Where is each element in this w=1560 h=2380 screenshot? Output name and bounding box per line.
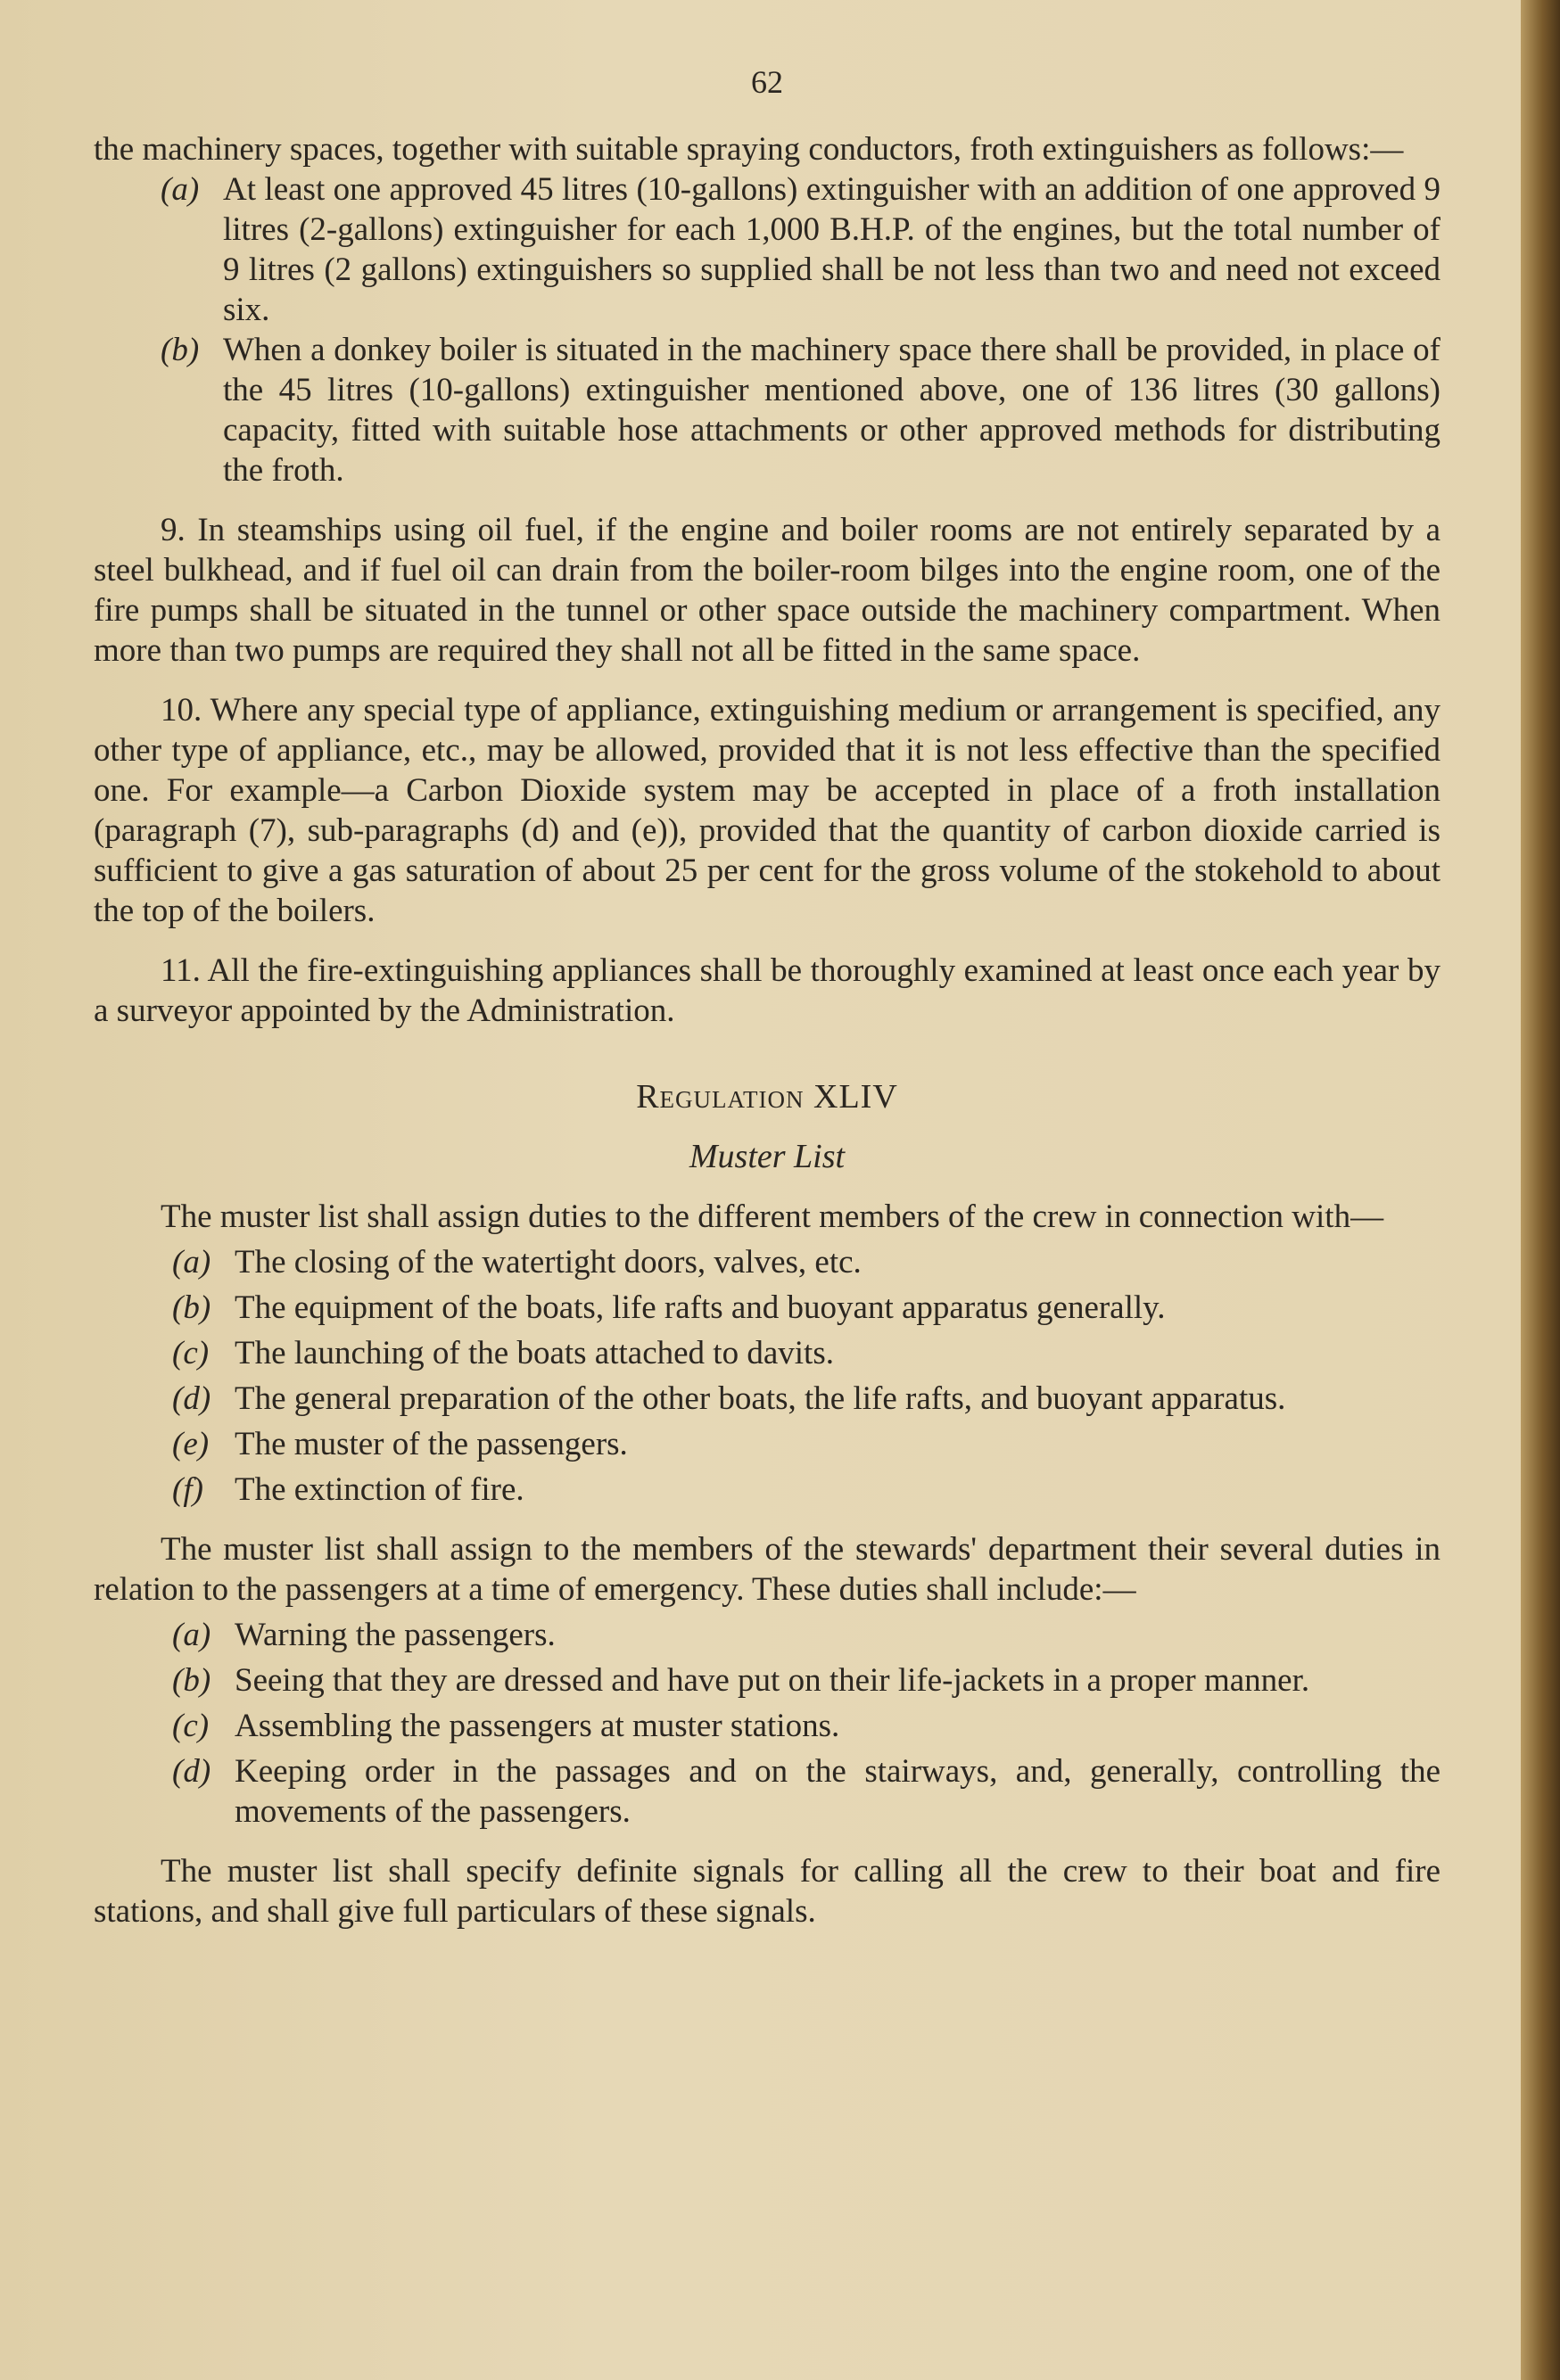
item-text: The extinction of fire. bbox=[235, 1471, 524, 1508]
intro-text: the machinery spaces, together with suitable spraying conductors, froth extinguishers as follows:— bbox=[94, 131, 1404, 168]
muster-duties-list bbox=[94, 1242, 1440, 1510]
paragraph-11: 11. All the fire-extinguishing appliances shall be thoroughly examined at least once each year by a surveyor appointed by the Administration. bbox=[94, 952, 1440, 1029]
book-spine bbox=[1521, 0, 1560, 2380]
item-label: (d) bbox=[172, 1380, 211, 1417]
item-label: (a) bbox=[172, 1617, 211, 1653]
list-item bbox=[94, 1470, 1440, 1510]
item-text: Keeping order in the passages and on the stairways, and, generally, controlling the movements of the passengers. bbox=[235, 1753, 1440, 1830]
list-item bbox=[94, 1288, 1440, 1328]
item-label: (b) bbox=[161, 332, 200, 368]
item-text: Seeing that they are dressed and have put on their life-jackets in a proper manner. bbox=[235, 1662, 1310, 1699]
list-item bbox=[94, 1751, 1440, 1832]
stewards-duties-list bbox=[94, 1615, 1440, 1832]
item-text: Warning the passengers. bbox=[235, 1617, 556, 1653]
item-label: (e) bbox=[172, 1426, 210, 1462]
item-text: Assembling the passengers at muster stations. bbox=[235, 1708, 840, 1744]
item-label: (f) bbox=[172, 1471, 203, 1508]
list-item bbox=[94, 330, 1440, 490]
page-content bbox=[94, 62, 1440, 1931]
item-text: The general preparation of the other boats, the life rafts, and buoyant apparatus. bbox=[235, 1380, 1286, 1417]
list-item bbox=[94, 1706, 1440, 1746]
stewards-intro: The muster list shall assign to the members of the stewards' department their several duties in relation to the passengers at a time of emergency. These duties shall include:— bbox=[94, 1531, 1440, 1608]
list-item bbox=[94, 1424, 1440, 1464]
item-text: The equipment of the boats, life rafts and buoyant apparatus generally. bbox=[235, 1289, 1166, 1326]
regulation-heading: Regulation XLIV bbox=[636, 1078, 898, 1116]
froth-extinguisher-list bbox=[94, 169, 1440, 490]
signals-paragraph: The muster list shall specify definite signals for calling all the crew to their boat and fire stations, and shall give full particulars of these signals. bbox=[94, 1853, 1440, 1930]
page-number: 62 bbox=[751, 64, 783, 100]
item-label: (a) bbox=[161, 171, 200, 208]
item-text: The muster of the passengers. bbox=[235, 1426, 628, 1462]
item-label: (a) bbox=[172, 1244, 211, 1281]
paragraph-9: 9. In steamships using oil fuel, if the engine and boiler rooms are not entirely separated by a steel bulkhead, and if fuel oil can drain from the boiler-room bilges into the engine room, one of the fire pumps shall be situated in the tunnel or other space outside the machinery compartment. When more than two pumps are required they shall not all be fitted in the same space. bbox=[94, 512, 1440, 669]
list-item bbox=[94, 169, 1440, 330]
item-text: The launching of the boats attached to davits. bbox=[235, 1335, 834, 1371]
list-item bbox=[94, 1379, 1440, 1419]
list-item bbox=[94, 1660, 1440, 1701]
muster-intro: The muster list shall assign duties to the different members of the crew in connection with— bbox=[161, 1198, 1384, 1235]
regulation-title: Muster List bbox=[689, 1138, 846, 1175]
item-label: (c) bbox=[172, 1708, 210, 1744]
item-label: (c) bbox=[172, 1335, 210, 1371]
item-label: (b) bbox=[172, 1289, 211, 1326]
list-item bbox=[94, 1333, 1440, 1373]
list-item bbox=[94, 1615, 1440, 1655]
item-text: When a donkey boiler is situated in the machinery space there shall be provided, in place of the 45 litres (10-gallons) extinguisher mentioned above, one of 136 litres (30 gallons) capacity, fitted with suitable hose attachments or other approved methods for distributing the froth. bbox=[223, 332, 1440, 489]
item-label: (b) bbox=[172, 1662, 211, 1699]
paragraph-10: 10. Where any special type of appliance, extinguishing medium or arrangement is specified, any other type of appliance, etc., may be allowed, provided that it is not less effective than the specified one. For example—a Carbon Dioxide system may be accepted in place of a froth installation (paragraph (7), sub-paragraphs (d) and (e)), provided that the quantity of carbon dioxide carried is sufficient to give a gas saturation of about 25 per cent for the gross volume of the stokehold to about the top of the boilers. bbox=[94, 692, 1440, 929]
list-item bbox=[94, 1242, 1440, 1282]
item-text: The closing of the watertight doors, valves, etc. bbox=[235, 1244, 862, 1281]
item-text: At least one approved 45 litres (10-gallons) extinguisher with an addition of one approved 9 litres (2-gallons) extinguisher for each 1,000 B.H.P. of the engines, but the total number of 9 litres (2 gallons) extinguishers so supplied shall be not less than two and need not exceed six. bbox=[223, 171, 1440, 328]
item-label: (d) bbox=[172, 1753, 211, 1790]
